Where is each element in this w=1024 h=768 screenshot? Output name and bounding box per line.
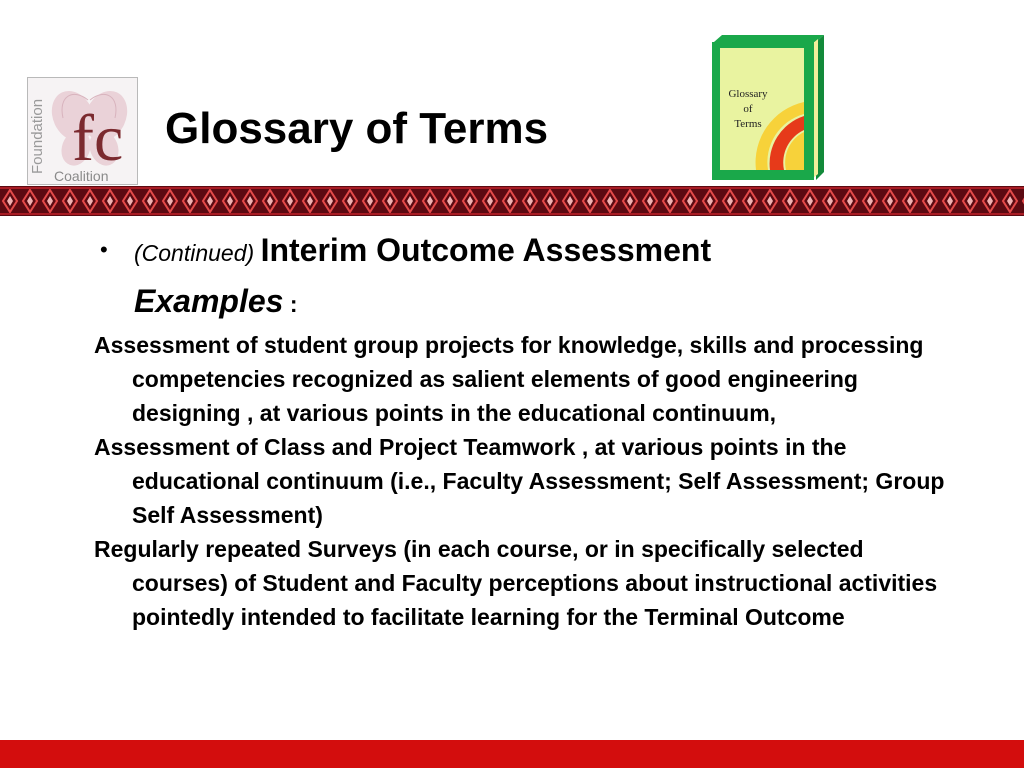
bullet-mark: • (100, 237, 108, 262)
footer-bar (0, 740, 1024, 768)
bullet-heading (94, 226, 954, 328)
continued-label: (Continued) (134, 240, 255, 266)
paragraph-teamwork: Assessment of Class and Project Teamwork , at various points in the educational continuum (i.e., Faculty Assessment; Self Assessment; Group Self Assessment) (94, 434, 945, 528)
paragraph-surveys: Regularly repeated Surveys (in each course, or in specifically selected courses) of Student and Faculty perceptions about instructional activities pointedly intended to facilitate learning for the Terminal Outcome (94, 536, 938, 630)
logo-vertical-text: Foundation (29, 98, 46, 174)
logo-monogram: fc (72, 102, 124, 175)
examples-label: Examples (134, 283, 284, 319)
foundation-coalition-logo (27, 77, 138, 185)
book-line-3: Terms (734, 118, 762, 130)
book-line-1: Glossary (728, 88, 768, 100)
logo-caption: Coalition (54, 168, 109, 184)
decorative-band (0, 186, 1024, 216)
paragraph-group-projects: Assessment of student group projects for knowledge, skills and processing competencies recognized as salient elements of good engineering designing , at various points in the educational continuum, (94, 332, 924, 426)
slide-title: Glossary of Terms (165, 104, 549, 153)
heading-colon: : (289, 291, 298, 317)
slide-body (94, 226, 954, 634)
book-line-2: of (743, 103, 753, 115)
glossary-book-icon (708, 32, 828, 182)
heading-text: Interim Outcome Assessment (260, 232, 712, 268)
